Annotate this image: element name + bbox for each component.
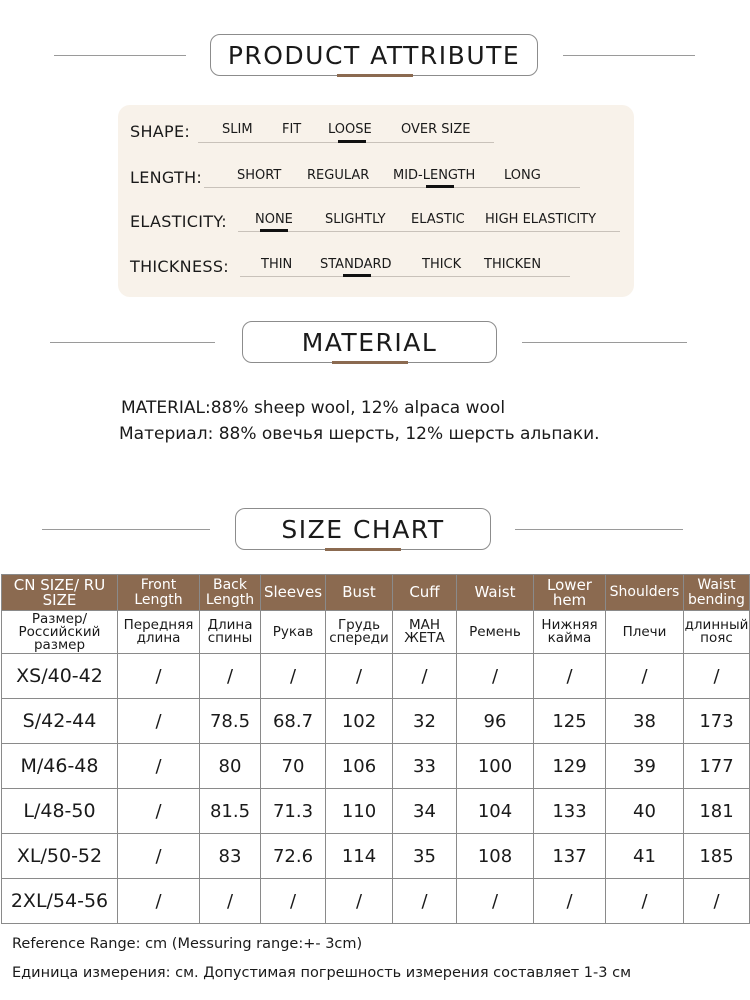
table-row	[2, 834, 750, 879]
header-ru-waist-bending: длинный пояс	[684, 611, 750, 654]
measurement-cell: 108	[457, 834, 534, 879]
reference-range-en: Reference Range: cm (Messuring range:+- 3cm)	[12, 936, 363, 952]
header-ru-cuff: МАН ЖЕТА	[393, 611, 457, 654]
table-row	[2, 789, 750, 834]
elasticity-option-high-elasticity: HIGH ELASTICITY	[485, 212, 597, 227]
material-divider-right	[522, 342, 687, 343]
measurement-cell: /	[118, 699, 200, 744]
measurement-cell: /	[457, 879, 534, 924]
measurement-cell: /	[534, 879, 606, 924]
measurement-cell: /	[261, 654, 326, 699]
size-divider-left	[42, 529, 210, 530]
measurement-cell: 133	[534, 789, 606, 834]
header-waist: Waist	[457, 575, 534, 611]
material-text-en: MATERIAL:88% sheep wool, 12% alpaca wool	[121, 398, 506, 418]
measurement-cell: /	[261, 879, 326, 924]
header-sleeves: Sleeves	[261, 575, 326, 611]
header-back-length: Back Length	[200, 575, 261, 611]
measurement-cell: 68.7	[261, 699, 326, 744]
measurement-cell: 80	[200, 744, 261, 789]
length-option-regular: REGULAR	[307, 168, 370, 183]
measurement-cell: 39	[606, 744, 684, 789]
header-ru-bust: Грудь спереди	[326, 611, 393, 654]
measurement-cell: 104	[457, 789, 534, 834]
elasticity-option-none: NONE	[255, 212, 293, 227]
measurement-cell: /	[326, 654, 393, 699]
header-bust: Bust	[326, 575, 393, 611]
measurement-cell: 71.3	[261, 789, 326, 834]
size-title-underline	[325, 548, 401, 551]
measurement-cell: 125	[534, 699, 606, 744]
measurement-cell: 181	[684, 789, 750, 834]
measurement-cell: 81.5	[200, 789, 261, 834]
header-cuff: Cuff	[393, 575, 457, 611]
header-lower-hem: Lower hem	[534, 575, 606, 611]
measurement-cell: 96	[457, 699, 534, 744]
measurement-cell: /	[200, 654, 261, 699]
measurement-cell: 83	[200, 834, 261, 879]
measurement-cell: 110	[326, 789, 393, 834]
thickness-row-line	[240, 276, 570, 277]
measurement-cell: /	[200, 879, 261, 924]
measurement-cell: /	[118, 879, 200, 924]
measurement-cell: 40	[606, 789, 684, 834]
attribute-divider-right	[563, 55, 695, 56]
measurement-cell: /	[118, 654, 200, 699]
header-front-length: Front Length	[118, 575, 200, 611]
measurement-cell: 102	[326, 699, 393, 744]
header-cn-size: CN SIZE/ RU SIZE	[2, 575, 118, 611]
length-option-midlength: MID-LENGTH	[393, 168, 476, 183]
header-ru-waist: Ремень	[457, 611, 534, 654]
measurement-cell: /	[393, 654, 457, 699]
thickness-option-standard: STANDARD	[320, 257, 392, 272]
measurement-cell: /	[118, 834, 200, 879]
thickness-option-thicken: THICKEN	[484, 257, 542, 272]
measurement-cell: 34	[393, 789, 457, 834]
measurement-cell: 72.6	[261, 834, 326, 879]
size-label-cell: XL/50-52	[2, 834, 118, 879]
size-label-cell: XS/40-42	[2, 654, 118, 699]
attribute-section-title: PRODUCT ATTRIBUTE	[210, 34, 538, 76]
size-label-cell: L/48-50	[2, 789, 118, 834]
table-row	[2, 744, 750, 789]
size-data-rows	[2, 654, 750, 924]
measurement-cell: 129	[534, 744, 606, 789]
measurement-cell: 78.5	[200, 699, 261, 744]
attribute-divider-left	[54, 55, 186, 56]
thickness-option-thick: THICK	[422, 257, 462, 272]
material-divider-left	[50, 342, 215, 343]
thickness-option-thin: THIN	[261, 257, 293, 272]
measurement-cell: /	[534, 654, 606, 699]
measurement-cell: /	[684, 879, 750, 924]
thickness-label: THICKNESS:	[130, 257, 229, 276]
measurement-cell: 41	[606, 834, 684, 879]
size-header-row-en	[2, 575, 750, 611]
length-option-long: LONG	[504, 168, 541, 183]
measurement-cell: /	[326, 879, 393, 924]
table-row	[2, 879, 750, 924]
measurement-cell: 35	[393, 834, 457, 879]
shape-option-fit: FIT	[282, 122, 302, 137]
material-section-title: MATERIAL	[242, 321, 497, 363]
attribute-title-underline	[337, 74, 413, 77]
shape-option-slim: SLIM	[222, 122, 253, 137]
shape-selected-marker	[338, 140, 366, 143]
measurement-cell: /	[118, 789, 200, 834]
elasticity-selected-marker	[260, 229, 288, 232]
measurement-cell: /	[393, 879, 457, 924]
size-label-cell: M/46-48	[2, 744, 118, 789]
size-label-cell: S/42-44	[2, 699, 118, 744]
elasticity-option-elastic: ELASTIC	[411, 212, 465, 227]
measurement-cell: 185	[684, 834, 750, 879]
measurement-cell: /	[457, 654, 534, 699]
measurement-cell: /	[606, 879, 684, 924]
header-ru-shoulders: Плечи	[606, 611, 684, 654]
size-header-row-ru	[2, 611, 750, 654]
measurement-cell: /	[606, 654, 684, 699]
elasticity-row-line	[238, 231, 620, 232]
table-row	[2, 699, 750, 744]
measurement-cell: /	[118, 744, 200, 789]
header-ru-lower-hem: Нижняя кайма	[534, 611, 606, 654]
elasticity-label: ELASTICITY:	[130, 212, 227, 231]
table-row	[2, 654, 750, 699]
material-title-underline	[332, 361, 408, 364]
header-ru-sleeves: Рукав	[261, 611, 326, 654]
header-shoulders: Shoulders	[606, 575, 684, 611]
material-text-ru: Материал: 88% овечья шерсть, 12% шерсть альпаки.	[119, 424, 600, 444]
header-ru-size: Размер/ Российский размер	[2, 611, 118, 654]
size-chart-table	[1, 574, 750, 924]
measurement-cell: 70	[261, 744, 326, 789]
length-selected-marker	[426, 185, 454, 188]
measurement-cell: 137	[534, 834, 606, 879]
measurement-cell: 32	[393, 699, 457, 744]
length-label: LENGTH:	[130, 168, 203, 187]
thickness-selected-marker	[343, 274, 371, 277]
attribute-panel	[118, 105, 634, 297]
length-row-line	[204, 187, 580, 188]
header-waist-bending: Waist bending	[684, 575, 750, 611]
size-section-title: SIZE CHART	[235, 508, 491, 550]
measurement-cell: 106	[326, 744, 393, 789]
shape-option-oversize: OVER SIZE	[401, 122, 471, 137]
size-divider-right	[515, 529, 683, 530]
length-option-short: SHORT	[237, 168, 282, 183]
measurement-cell: 173	[684, 699, 750, 744]
measurement-cell: 38	[606, 699, 684, 744]
elasticity-option-slightly: SLIGHTLY	[325, 212, 386, 227]
measurement-cell: /	[684, 654, 750, 699]
measurement-cell: 177	[684, 744, 750, 789]
shape-label: SHAPE:	[130, 122, 191, 141]
shape-option-loose: LOOSE	[328, 122, 372, 137]
header-ru-back-length: Длина спины	[200, 611, 261, 654]
size-label-cell: 2XL/54-56	[2, 879, 118, 924]
measurement-cell: 33	[393, 744, 457, 789]
measurement-cell: 100	[457, 744, 534, 789]
measurement-cell: 114	[326, 834, 393, 879]
reference-range-ru: Единица измерения: см. Допустимая погрешность измерения составляет 1-3 см	[12, 965, 632, 981]
header-ru-front-length: Передняя длина	[118, 611, 200, 654]
